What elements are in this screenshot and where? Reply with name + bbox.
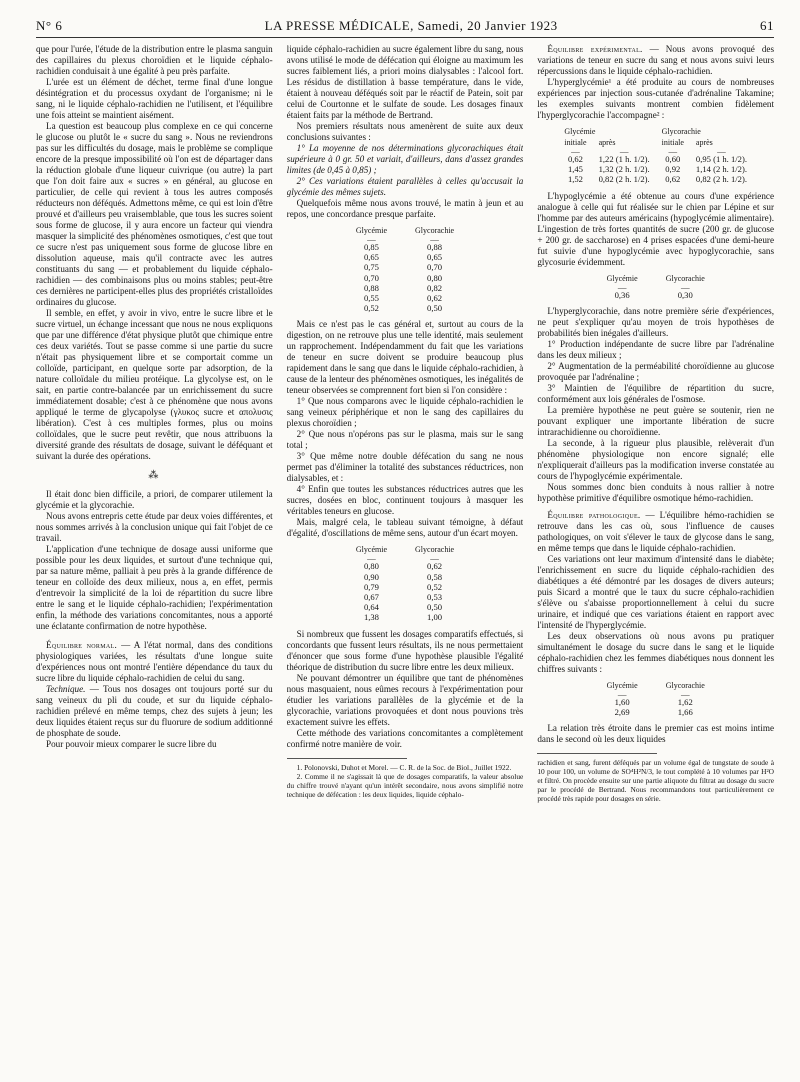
table-row — [342, 252, 468, 262]
table-cell: 0,82 (2 h. 1/2). — [598, 174, 650, 185]
table-cell: 0,50 — [427, 303, 443, 314]
table-cell: 0,58 — [427, 571, 443, 582]
section-heading-normal: Équilibre normal. — [46, 640, 118, 650]
table-cell: 0,79 — [363, 581, 379, 592]
table-row — [593, 707, 719, 717]
table-row — [342, 561, 468, 571]
issue-number: N° 6 — [36, 18, 63, 33]
paragraph: Nous avons entrepris cette étude par deux voies différentes, et nous sommes arrivés à la conclusion unique qui fait l'objet de ce travail. — [36, 511, 273, 543]
table-row — [342, 592, 468, 602]
table-subheader: initiale — [661, 138, 684, 147]
paragraph: L'application d'une technique de dosage aussi uniforme que possible pour les deux liquides, et surtout d'une technique qui, par sa nature même, palliait à peu près à la grande différence de teneur en colloïde des deux milieux, nous a, en effet, permis d'entrevoir la simplicité de la loi de répartition du sucre libre entre le sang et le liquide céphalo-rachidien; l'expérimentation enfin, la méthode des variations concomitantes, nous a apporté une éclatante confirmation de notre hypothèse. — [36, 544, 273, 631]
paragraph — [537, 44, 774, 77]
table-header: Glycorachie — [661, 127, 701, 136]
table-dash: — — [430, 553, 439, 564]
table-cell: 1,52 — [567, 174, 583, 185]
paragraph-text: — A l'état normal, dans des conditions physiologiques variées, les résultats d'une longue suite d'expériences nous ont montré l'entière dépendance du taux du sucre libre du liquide céphalo-rachidien de celui du sang. — [36, 640, 273, 683]
table-cell: 0,62 — [427, 561, 443, 572]
table-cell: 0,88 — [427, 242, 443, 252]
table-cell: 2,69 — [614, 707, 630, 718]
table-cell: 1,00 — [427, 612, 443, 623]
table-header: Glycémie — [355, 545, 388, 555]
table-cell: 0,52 — [427, 581, 443, 592]
paragraph — [287, 176, 524, 198]
table-row — [342, 262, 468, 272]
table-dash: — — [367, 234, 376, 244]
table-row — [342, 582, 468, 592]
table-cell: 0,67 — [363, 592, 379, 603]
paragraph: Cette méthode des variations concomitantes a complètement confirmé notre manière de voir. — [286, 727, 524, 749]
footnote-continuation: rachidien et sang, furent déféqués par un volume égal de tungstate de soude à 10 pour 100, un volume de SO⁴H²N/3, le tout complété à 10 volumes par H²O et filtré. On procède ensuite sur une partie aliquote du filtrat au dosage du sucre par le procédé de Bertrand. Nous recommandons tout particulièrement ce procédé très rapide pour dosages en série. — [537, 758, 775, 804]
table-cell: 0,36 — [614, 289, 630, 300]
table-cell: 0,65 — [363, 252, 379, 263]
column-1 — [36, 44, 273, 803]
table-header: Glycorachie — [665, 273, 705, 283]
table-cell: 0,64 — [363, 602, 379, 613]
table-cell: 1,62 — [677, 696, 693, 707]
table-row — [342, 293, 468, 303]
table-dash: — — [717, 146, 726, 156]
table-cell: 0,75 — [363, 262, 379, 273]
table-cell: 1,60 — [614, 696, 630, 707]
table-dash: — — [680, 688, 690, 699]
paragraph: La seconde, à la rigueur plus plausible, relèverait d'un phénomène physiologique non encore signalé; elle n'expliquerait d'ailleurs pas la modification inverse constatée au cours de l'hypoglycémie expérimentale. — [537, 437, 775, 481]
table-header: Glycémie — [606, 273, 638, 283]
table-row — [593, 290, 719, 300]
data-table-5 — [593, 680, 719, 717]
table-cell: 0,70 — [427, 262, 443, 273]
table-header: Glycorachie — [415, 226, 455, 235]
table-cell: 0,50 — [427, 602, 443, 613]
table-cell: 0,88 — [363, 282, 379, 293]
paragraph: 3° Que même notre double défécation du sang ne nous permet pas d'éliminer la totalité des substances réductrices, non dialysables, et : — [286, 451, 524, 484]
table-header: Glycémie — [355, 226, 388, 235]
paragraph-text: — Tous nos dosages ont toujours porté sur du sang veineux du pli du coude, et sur du liquide céphalo-rachidien prélevé en même temps, chez des sujets à jeun; les deux liquides étaient reçus sur du fluorure de sodium additionné de phosphate de soude. — [36, 684, 273, 738]
table-cell: 1,66 — [677, 707, 693, 718]
table-cell: 1,45 — [567, 164, 583, 175]
table-cell: 1,14 (2 h. 1/2). — [695, 164, 747, 175]
table-cell: 0,95 (1 h. 1/2). — [695, 154, 747, 164]
paragraph: Ne pouvant démontrer un équilibre que tant de phénomènes nous masquaient, nous eûmes recours à l'expérimentation pour étudier les variations parallèles de la glycémie et de la glycorachie, variations provoquées et dont nous pouvions très exactement suivre les effets. — [286, 672, 524, 727]
paragraph: La première hypothèse ne peut guère se soutenir, rien ne pouvant expliquer une importante libération de sucre intrarachidienne ou choroïdienne. — [537, 404, 775, 437]
table-row — [558, 164, 753, 174]
table-row — [342, 273, 468, 283]
data-table-3 — [558, 126, 753, 185]
text-columns — [36, 44, 774, 803]
table-cell: 0,70 — [363, 272, 379, 283]
paragraph: 4° Enfin que toutes les substances réductrices autres que les sucres, dosées en bloc, continuent toujours à masquer les véritables teneurs en glucose. — [286, 484, 524, 517]
paragraph — [36, 684, 273, 739]
journal-title: LA PRESSE MÉDICALE, Samedi, 20 Janvier 1923 — [264, 18, 558, 33]
footnote-1: 1. Polonovski, Duhot et Morel. — C. R. de la Soc. de Biol., Juillet 1922. — [296, 762, 512, 772]
table-dash: — — [680, 281, 690, 292]
section-heading-experimental: Équilibre expérimental. — [547, 44, 643, 54]
table-header: Glycémie — [606, 680, 638, 690]
paragraph: L'urée est un élément de déchet, terme final d'une longue désintégration et du processus oxydant de l'organisme; ni le sang, ni le liquide céphalo-rachidien ne l'utilisent, et l'équilibre une fois atteint se maintient aisément. — [36, 77, 273, 120]
paragraph-text: — Nous avons provoqué des variations de teneur en sucre du sang et nous avons suivi leurs répercussions dans le liquide céphalo-rachidien. — [537, 44, 775, 76]
paragraph: que pour l'urée, l'étude de la distribution entre le plasma sanguin des capillaires du plexus choroïdien et le liquide céphalo-rachidien conduisait à une égalité à peu près parfaite. — [36, 44, 273, 76]
table-dash: — — [617, 688, 627, 699]
table-row — [342, 283, 468, 293]
table-cell: 0,82 — [427, 282, 443, 293]
table-cell: 1,32 (2 h. 1/2). — [598, 164, 650, 175]
paragraph: Nous sommes donc bien conduits à nous rallier à notre hypothèse primitive d'équilibre osmotique hémo-rachidien. — [537, 481, 775, 503]
footnote-rule — [287, 758, 407, 759]
conclusion-1: 1° La moyenne de nos déterminations glycorachiques était supérieure à 0 gr. 50 et variait, d'ailleurs, dans d'assez grandes limites (de 0,45 à 0,85) ; — [286, 143, 524, 175]
running-header — [36, 18, 774, 38]
paragraph: Mais ce n'est pas le cas général et, surtout au cours de la digestion, on ne retrouve plus une telle identité, mais seulement un rapprochement. Indépendamment du fait que les variations de teneur en sucre doivent se produire beaucoup plus rapidement dans le sang que dans le liquide céphalo-rachidien, à cause de la lenteur des phénomènes osmotiques, les inégalités de teneur observées se comprennent fort bien si l'on considère : — [286, 319, 524, 396]
paragraph: Il semble, en effet, y avoir in vivo, entre le sucre libre et le sucre virtuel, un échange incessant que nous ne nous expliquons que par une différence d'état physique plutôt que chimique entre ces deux variétés. Tout se passe comme si une partie du sucre n'était pas physiquement libre et se comportait comme un colloïde, participant, en quelque sorte par adsorption, de la nature colloïdale du milieu protéique. La glycolyse est, on le sait, en partie contre-balancée par un enrichissement du sucre immédiatement dosable; c'est à ce phénomène que nous avons appliqué le terme de glycapolyse (γλυκος sucre et απολυσις libération). C'est à ces multiples formes, plus ou moins colloïdales, que le sucre peut revêtir, que nous attribuons la diversité grande des résultats de dosage, suivant le déféquant et suivant la durée des opérations. — [36, 308, 273, 461]
paragraph: 1° Que nous comparons avec le liquide céphalo-rachidien le sang veineux périphérique et non le sang des capillaires du plexus choroïdien ; — [286, 396, 524, 429]
paragraph: Il était donc bien difficile, a priori, de comparer utilement la glycémie et la glycorachie. — [36, 489, 273, 510]
conclusion-2: 2° Ces variations étaient parallèles à celles qu'accusait la glycémie des mêmes sujets. — [286, 176, 524, 197]
paragraph — [287, 143, 524, 176]
paragraph: Les deux observations où nous avons pu pratiquer simultanément le dosage du sucre dans le sang et le liquide céphalo-rachidien chez les femmes diabétiques nous donnent les chiffres suivants : — [537, 630, 775, 674]
paragraph — [36, 640, 273, 684]
data-table-1 — [342, 225, 468, 313]
table-cell: 0,85 — [363, 242, 379, 252]
table-cell: 0,90 — [363, 571, 379, 582]
table-cell: 0,80 — [363, 561, 379, 572]
paragraph: 3° Maintien de l'équilibre de répartition du sucre, conformément aux lois générales de l'osmose. — [537, 382, 775, 404]
paragraph: Ces variations ont leur maximum d'intensité dans le diabète; l'enrichissement en sucre du liquide céphalo-rachidien des diabétiques a été démontré par les dosages de divers auteurs; puis Sicard a montré que le taux du sucre céphalo-rachidien s'élève ou s'abaisse proportionnellement à celui du sucre urinaire, et indiqué que ces variations étaient en rapport avec l'intensité de l'hyperglycémie. — [537, 553, 775, 630]
table-header: Glycorachie — [415, 545, 455, 555]
paragraph: Nos premiers résultats nous amenèrent de suite aux deux conclusions suivantes : — [286, 121, 524, 142]
section-separator: ⁂ — [148, 470, 161, 481]
table-subheader: initiale — [564, 138, 587, 147]
paragraph: liquide céphalo-rachidien au sucre également libre du sang, nous avons utilisé le mode de défécation qui éloigne au maximum les sucres faiblement liés, a priori moins dialysables : l'alcool fort. Les résidus de distillation à basse température, dans le vide, étaient à nouveau déféqués soit par le réactif de Patein, soit par celui de Courtonne et le sulfate de soude. Les dosages finaux étaient faits par la méthode de Bertrand. — [286, 44, 524, 120]
table-dash: — — [668, 146, 678, 156]
table-dash: — — [430, 234, 439, 244]
table-cell: 0,53 — [427, 592, 443, 603]
paragraph: La question est beaucoup plus complexe en ce qui concerne le glucose ou plutôt le « sucre du sang ». Nous ne reviendrons pas sur les difficultés du dosage, mais le problème se complique encore de la presque impossibilité où l'on est de départager dans la réduction globale d'une liqueur cuivrique (ou autre) la part que l'on doit faire aux « sucres » en général, au glucose en particulier, de celle qui revient à tous les autres composés réducteurs non déféqués. Admettons même, ce qui est loin d'être prouvé et d'ailleurs peu vraisemblable, que tous les sucres soient sous forme de glucose, il y aura encore un facteur qui viendra masquer la simplicité des phénomènes osmotiques, c'est que tout ce sucre n'est pas uniquement sous forme de glucose libre en dissolution aqueuse, mais qu'il contracte avec les autres constituants du sang — et probablement du liquide céphalo-rachidien — des combinaisons plus ou moins stables; peut-être ces dernières ne participent-elles plus des propriétés cristalloïdes ordinaires du glucose. — [36, 121, 273, 307]
paragraph: 2° Que nous n'opérons pas sur le plasma, mais sur le sang total ; — [286, 429, 524, 451]
paragraph: 2° Augmentation de la perméabilité choroïdienne au glucose provoquée par l'adrénaline ; — [537, 360, 775, 382]
paragraph-text: — L'équilibre hémo-rachidien se retrouve dans les cas où, sous l'influence de causes pathologiques, on voit s'élever le taux de glycose dans le sang, en même temps que dans le liquide céphalo-rachidien. — [537, 509, 775, 553]
table-cell: 0,62 — [427, 293, 443, 304]
paragraph: La relation très étroite dans le premier cas est moins intime dans le second où les deux liquides — [537, 723, 775, 745]
table-row — [342, 602, 468, 612]
table-dash: — — [571, 146, 580, 156]
data-table-4 — [593, 273, 719, 300]
table-cell: 0,52 — [363, 303, 379, 314]
table-row — [342, 242, 468, 252]
table-cell: 0,82 (2 h. 1/2). — [695, 174, 747, 185]
table-row — [342, 612, 468, 622]
section-heading-pathological: Équilibre pathologique. — [547, 509, 641, 520]
table-row — [558, 174, 753, 184]
table-cell: 0,62 — [665, 174, 681, 185]
table-cell: 0,92 — [665, 164, 681, 175]
table-cell: 1,38 — [363, 612, 379, 623]
footnote-2: 2. Comme il ne s'agissait là que de dosages comparatifs, la valeur absolue du chiffre trouvé n'ayant qu'un intérêt secondaire, nous avons simplifié notre technique de défécation : les deux liquides, liquide céphalo- — [286, 771, 524, 799]
column-3 — [537, 44, 774, 803]
paragraph: Mais, malgré cela, le tableau suivant témoigne, à défaut d'égalité, d'oscillations de même sens, autour d'un écart moyen. — [286, 517, 524, 539]
table-row — [558, 154, 753, 164]
table-cell: 0,60 — [665, 154, 681, 164]
page-number: 61 — [759, 18, 774, 33]
table-subheader: après — [695, 138, 713, 147]
table-cell: 1,22 (1 h. 1/2). — [598, 154, 650, 164]
paragraph: Quelquefois même nous avons trouvé, le matin à jeun et au repos, une concordance presque parfaite. — [286, 198, 524, 219]
table-cell: 0,30 — [677, 289, 693, 300]
table-header: Glycémie — [564, 127, 596, 136]
table-row — [342, 572, 468, 582]
paragraph: L'hyperglycorachie, dans notre première série d'expériences, ne peut s'expliquer qu'au moyen de trois hypothèses de probabilités bien inégales d'ailleurs. — [537, 305, 775, 338]
table-row — [593, 697, 719, 707]
paragraph: 1° Production indépendante de sucre libre par l'adrénaline dans les deux milieux ; — [537, 338, 775, 360]
table-cell: 0,55 — [363, 293, 379, 304]
footnote-rule — [537, 753, 657, 754]
table-header: Glycorachie — [665, 680, 705, 690]
paragraph: Pour pouvoir mieux comparer le sucre libre du — [46, 739, 217, 749]
table-cell: 0,80 — [427, 272, 443, 283]
table-dash: — — [619, 146, 629, 156]
subheading-technique: Technique. — [46, 684, 86, 694]
paragraph: Si nombreux que fussent les dosages comparatifs effectués, si concordants que fussent leurs résultats, ils ne nous permettaient d'énoncer que sous forme d'une hypothèse plausible l'égalité théorique de distribution du sucre libre entre les deux milieux. — [286, 628, 524, 672]
table-row — [342, 303, 468, 313]
table-cell: 0,65 — [427, 252, 443, 263]
table-dash: — — [617, 281, 627, 292]
paragraph: L'hyperglycémie¹ a été produite au cours de nombreuses expériences par injection sous-cutanée d'adrénaline Takamine; les exemples suivants montrent combien fidèlement l'hyperglycorachie l'accompagne² : — [537, 77, 775, 120]
column-2 — [287, 44, 524, 803]
paragraph — [537, 510, 774, 554]
table-subheader: après — [598, 138, 616, 147]
paragraph: L'hypoglycémie a été obtenue au cours d'une expérience analogue à celle qui fut réalisée sur le chien par Lépine et sur l'homme par des auteurs américains (hypoglycémie alimentaire). L'ingestion de très fortes quantités de sucre (200 gr. de glucose + 200 gr. de saccharose) en 4 prises espacées d'une demi-heure fut suivie d'une hypoglycémie avec hypoglycorachie, sans glycosurie évidemment. — [537, 190, 775, 267]
table-cell: 0,62 — [567, 154, 583, 164]
table-dash: — — [367, 553, 376, 564]
data-table-2 — [342, 544, 468, 622]
